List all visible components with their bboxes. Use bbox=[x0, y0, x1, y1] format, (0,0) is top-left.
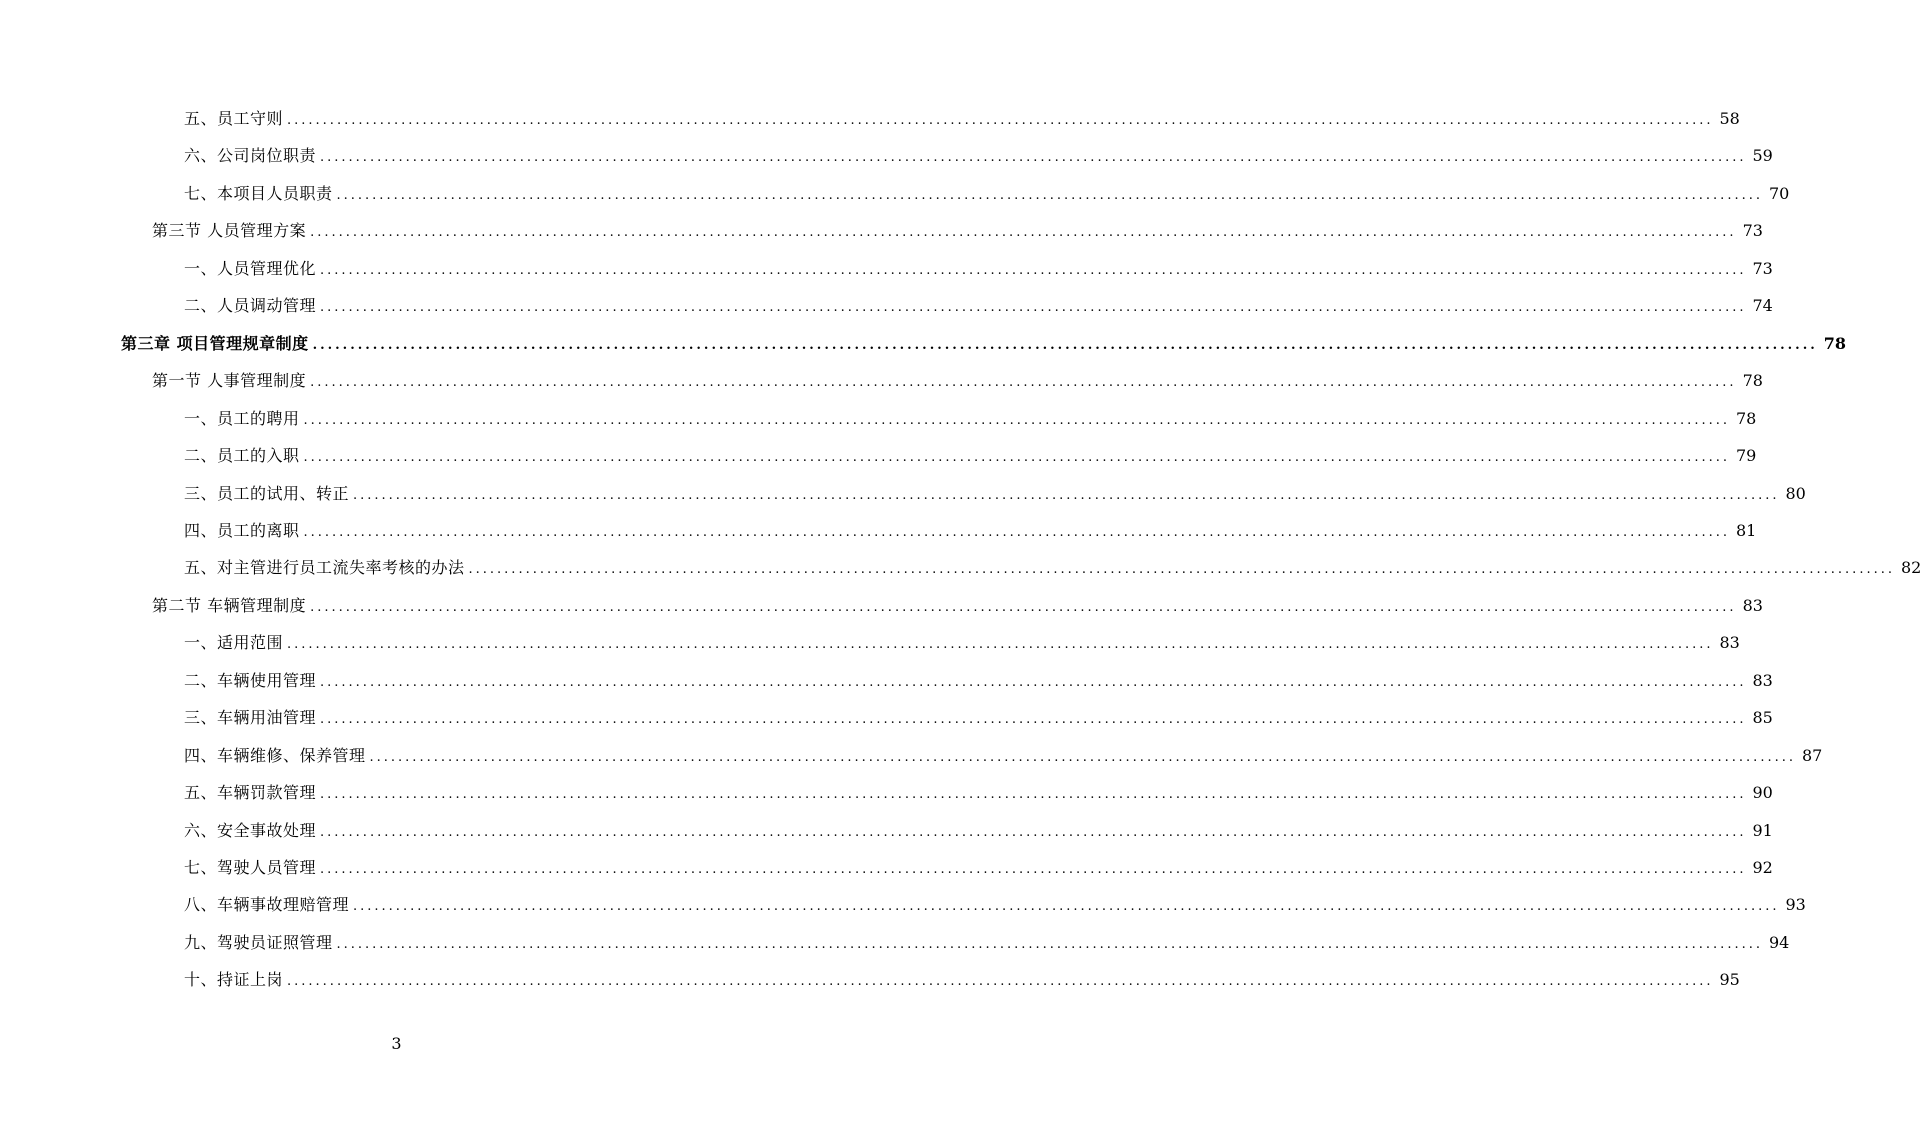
toc-leader-dots: ........................................................................................................................................................................................................ bbox=[287, 113, 1714, 128]
toc-entry-page: 87 bbox=[1801, 746, 1823, 765]
toc-entry-page: 83 bbox=[1719, 633, 1740, 652]
toc-entry-page: 83 bbox=[1742, 596, 1763, 615]
toc-entry-page: 83 bbox=[1752, 671, 1773, 690]
toc-entry[interactable] bbox=[184, 107, 1740, 131]
toc-entry-label: 二、人员调动管理 bbox=[184, 296, 317, 315]
toc-entry[interactable] bbox=[184, 893, 1806, 917]
toc-entry-page: 82 bbox=[1900, 558, 1921, 577]
toc-entry-label: 第三节 人员管理方案 bbox=[152, 221, 307, 240]
toc-entry-page: 70 bbox=[1768, 184, 1790, 203]
toc-entry-page: 93 bbox=[1785, 895, 1806, 914]
toc-leader-dots: ........................................................................................................................................................................................................ bbox=[310, 225, 1737, 240]
toc-entry-label: 十、持证上岗 bbox=[184, 970, 284, 989]
toc-entry[interactable] bbox=[184, 781, 1773, 805]
toc-entry-page: 78 bbox=[1735, 409, 1757, 428]
toc-entry-label: 五、对主管进行员工流失率考核的办法 bbox=[184, 558, 465, 577]
toc-entry-label: 第三章 项目管理规章制度 bbox=[121, 334, 309, 353]
toc-leader-dots: ........................................................................................................................................................................................................ bbox=[303, 450, 1730, 465]
toc-leader-dots: ........................................................................................................................................................................................................ bbox=[310, 600, 1737, 615]
toc-leader-dots: ........................................................................................................................................................................................................ bbox=[320, 825, 1747, 840]
toc-leader-dots: ........................................................................................................................................................................................................ bbox=[468, 562, 1895, 577]
toc-leader-dots: ........................................................................................................................................................................................................ bbox=[320, 712, 1747, 727]
toc-entry[interactable] bbox=[184, 144, 1773, 168]
toc-entry-page: 95 bbox=[1719, 970, 1740, 989]
toc-leader-dots: ........................................................................................................................................................................................................ bbox=[320, 263, 1747, 278]
toc-entry-label: 二、员工的入职 bbox=[184, 446, 300, 465]
toc-entry-label: 一、人员管理优化 bbox=[184, 259, 317, 278]
toc-entry-label: 六、公司岗位职责 bbox=[184, 146, 317, 165]
toc-entry-label: 四、员工的离职 bbox=[184, 521, 300, 540]
toc-entry-label: 七、驾驶人员管理 bbox=[184, 858, 317, 877]
toc-entry[interactable] bbox=[184, 444, 1757, 468]
toc-leader-dots: ........................................................................................................................................................................................................ bbox=[320, 675, 1747, 690]
toc-entry-label: 一、适用范围 bbox=[184, 633, 284, 652]
toc-entry-page: 73 bbox=[1752, 259, 1773, 278]
toc-entry[interactable] bbox=[184, 482, 1806, 506]
toc-entry[interactable] bbox=[152, 219, 1763, 243]
toc-entry-label: 七、本项目人员职责 bbox=[184, 184, 333, 203]
toc-entry-label: 九、驾驶员证照管理 bbox=[184, 933, 333, 952]
toc-entry[interactable] bbox=[184, 182, 1790, 206]
toc-entry[interactable] bbox=[184, 257, 1773, 281]
toc-leader-dots: ........................................................................................................................................................................................................ bbox=[287, 974, 1714, 989]
toc-entry[interactable] bbox=[184, 744, 1823, 768]
toc-entry-label: 二、车辆使用管理 bbox=[184, 671, 317, 690]
toc-entry-page: 78 bbox=[1742, 371, 1763, 390]
toc-leader-dots: ........................................................................................................................................................................................................ bbox=[369, 750, 1796, 765]
toc-entry[interactable] bbox=[184, 669, 1773, 693]
toc-entry[interactable] bbox=[184, 968, 1740, 992]
toc-entry-label: 五、车辆罚款管理 bbox=[184, 783, 317, 802]
toc-entry[interactable] bbox=[184, 519, 1757, 543]
toc-leader-dots: ........................................................................................................................................................................................................ bbox=[320, 862, 1747, 877]
toc-leader-dots: ........................................................................................................................................................................................................ bbox=[287, 637, 1714, 652]
toc-entry[interactable] bbox=[152, 369, 1763, 393]
toc-leader-dots: ........................................................................................................................................................................................................ bbox=[336, 937, 1763, 952]
toc-entry-page: 73 bbox=[1742, 221, 1763, 240]
toc-leader-dots: ........................................................................................................................................................................................................ bbox=[310, 375, 1737, 390]
toc-leader-dots: ........................................................................................................................................................................................................ bbox=[320, 150, 1747, 165]
toc-entry-page: 79 bbox=[1735, 446, 1757, 465]
toc-leader-dots: ........................................................................................................................................................................................................ bbox=[353, 488, 1780, 503]
toc-entry-page: 78 bbox=[1823, 334, 1847, 353]
toc-entry[interactable] bbox=[184, 556, 1921, 580]
toc-entry[interactable] bbox=[184, 819, 1773, 843]
toc-entry[interactable] bbox=[184, 631, 1740, 655]
toc-leader-dots: ........................................................................................................................................................................................................ bbox=[312, 338, 1818, 353]
toc-entry-label: 三、员工的试用、转正 bbox=[184, 484, 350, 503]
toc-entry-page: 58 bbox=[1719, 109, 1740, 128]
page-number: 3 bbox=[391, 1034, 402, 1053]
toc-leader-dots: ........................................................................................................................................................................................................ bbox=[320, 300, 1747, 315]
toc-entry-page: 81 bbox=[1735, 521, 1757, 540]
toc-entry[interactable] bbox=[184, 856, 1773, 880]
toc-leader-dots: ........................................................................................................................................................................................................ bbox=[336, 188, 1763, 203]
toc-entry-page: 94 bbox=[1768, 933, 1790, 952]
toc-entry[interactable] bbox=[121, 332, 1847, 356]
toc-entry[interactable] bbox=[184, 294, 1773, 318]
toc-leader-dots: ........................................................................................................................................................................................................ bbox=[303, 413, 1730, 428]
toc-entry-page: 59 bbox=[1752, 146, 1773, 165]
toc-entry-page: 90 bbox=[1752, 783, 1773, 802]
toc-entry-label: 第二节 车辆管理制度 bbox=[152, 596, 307, 615]
toc-entry[interactable] bbox=[184, 407, 1757, 431]
toc-leader-dots: ........................................................................................................................................................................................................ bbox=[303, 525, 1730, 540]
toc-entry-label: 四、车辆维修、保养管理 bbox=[184, 746, 366, 765]
toc-entry-label: 六、安全事故处理 bbox=[184, 821, 317, 840]
toc-entry-page: 85 bbox=[1752, 708, 1773, 727]
toc-entry-label: 八、车辆事故理赔管理 bbox=[184, 895, 350, 914]
toc-entry-page: 74 bbox=[1752, 296, 1773, 315]
toc-leader-dots: ........................................................................................................................................................................................................ bbox=[353, 899, 1780, 914]
toc-entry-label: 第一节 人事管理制度 bbox=[152, 371, 307, 390]
toc-entry[interactable] bbox=[152, 594, 1763, 618]
toc-entry-page: 91 bbox=[1752, 821, 1773, 840]
toc-entry[interactable] bbox=[184, 931, 1790, 955]
toc-entry-label: 三、车辆用油管理 bbox=[184, 708, 317, 727]
toc-entry[interactable] bbox=[184, 706, 1773, 730]
toc-entry-page: 80 bbox=[1785, 484, 1806, 503]
toc-entry-label: 一、员工的聘用 bbox=[184, 409, 300, 428]
toc-entry-label: 五、员工守则 bbox=[184, 109, 284, 128]
toc-leader-dots: ........................................................................................................................................................................................................ bbox=[320, 787, 1747, 802]
toc-entry-page: 92 bbox=[1752, 858, 1773, 877]
